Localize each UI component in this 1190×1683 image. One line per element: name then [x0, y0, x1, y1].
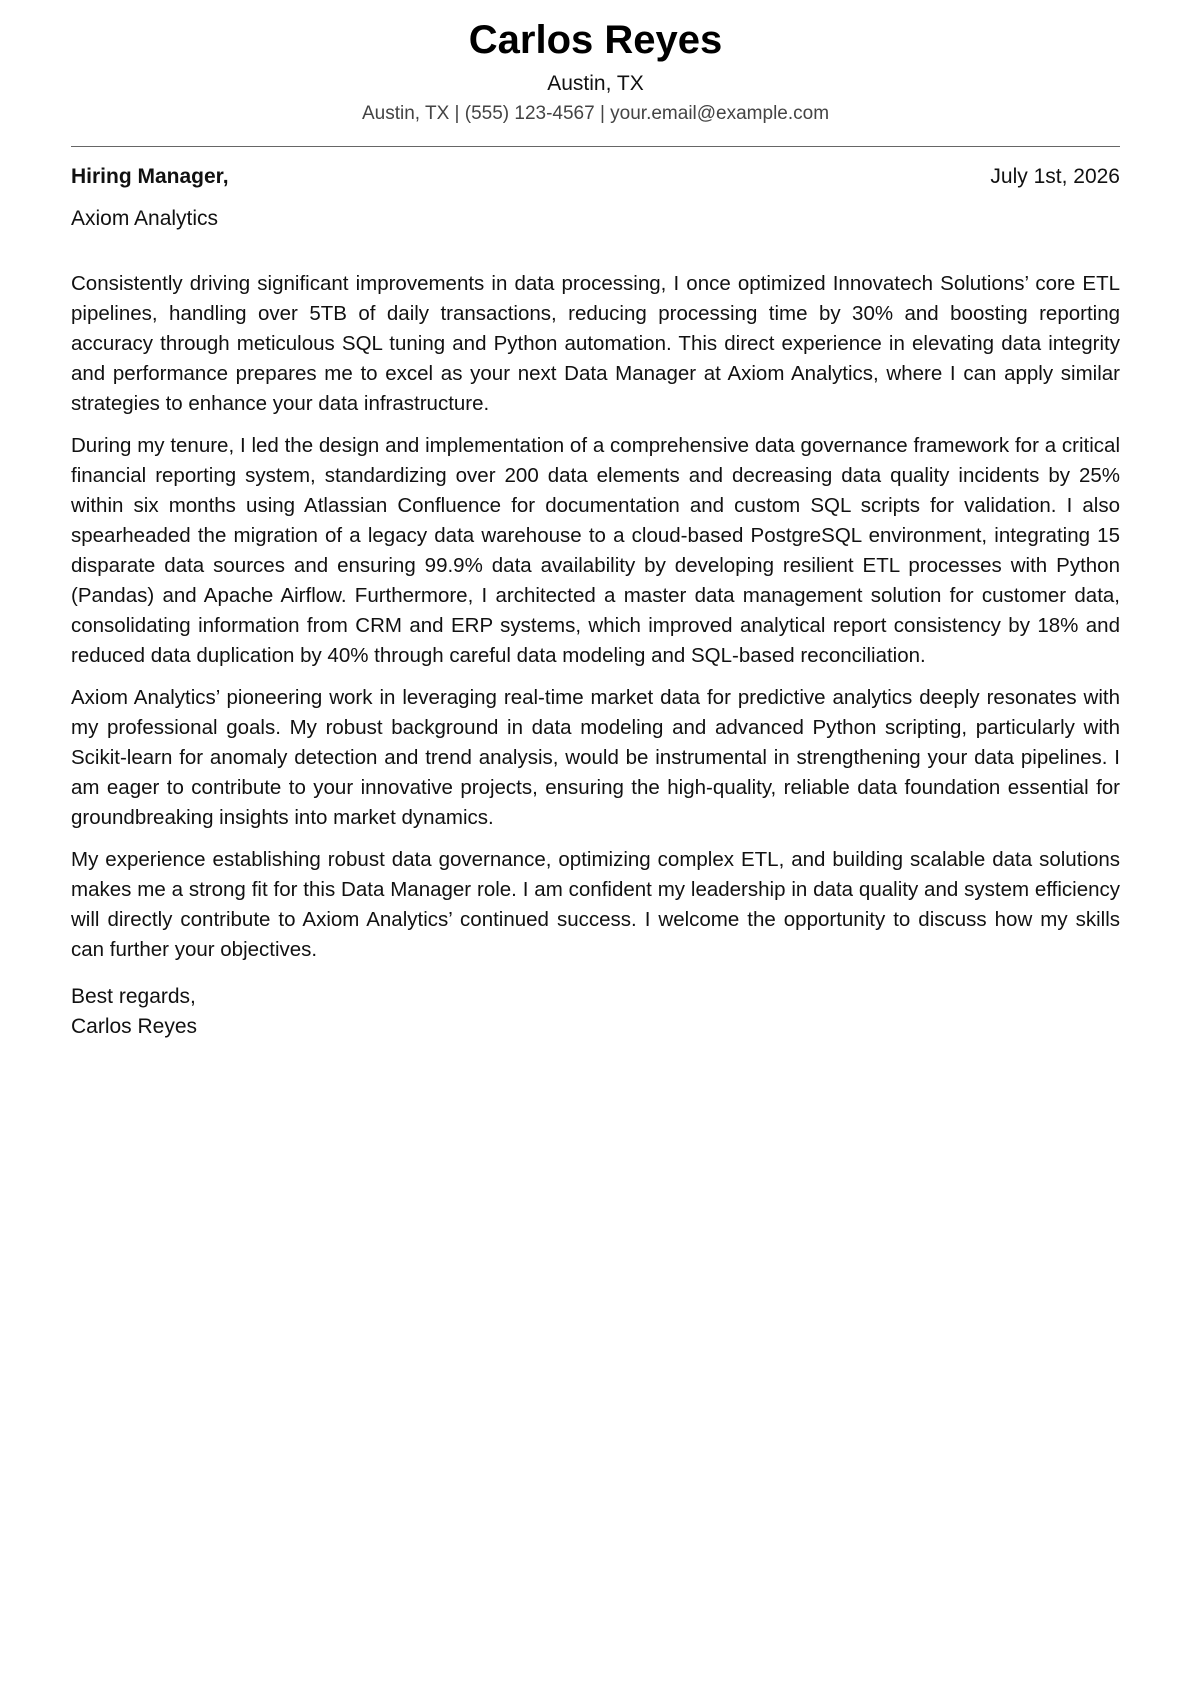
signature-name: Carlos Reyes	[71, 1015, 198, 1038]
cover-letter-page	[71, 0, 1120, 1042]
applicant-location: Austin, TX	[547, 72, 644, 95]
letter-header	[71, 0, 1120, 127]
body-paragraph: During my tenure, I led the design and implementation of a comprehensive data governance framework for a critical financial reporting system, standardizing over 200 data elements and decreasing data quality incidents by 25% within six months using Atlassian Confluence for documentation and custom SQL scripts for validation. I also spearheaded the migration of a legacy data warehouse to a cloud-based PostgreSQL environment, integrating 15 disparate data sources and ensuring 99.9% data availability by developing resilient ETL processes with Python (Pandas) and Apache Airflow. Furthermore, I architected a master data management solution for customer data, consolidating information from CRM and ERP systems, which improved analytical report consistency by 18% and reduced data duplication by 40% through careful data modeling and SQL-based reconciliation.	[71, 434, 1120, 667]
header-divider	[71, 146, 1120, 147]
recipient-company: Axiom Analytics	[71, 207, 219, 230]
applicant-contact-line: Austin, TX | (555) 123-4567 | your.email@example.com	[361, 103, 830, 124]
letter-closing	[71, 982, 1120, 1042]
body-paragraph: Consistently driving significant improvements in data processing, I once optimized Innovatech Solutions’ core ETL pipelines, handling over 5TB of daily transactions, reducing processing time by 30% and boosting reporting accuracy through meticulous SQL tuning and Python automation. This direct experience in elevating data integrity and performance prepares me to excel as your next Data Manager at Axiom Analytics, where I can apply similar strategies to enhance your data infrastructure.	[71, 272, 1120, 415]
letter-date: July 1st, 2026	[990, 165, 1120, 188]
letter-body	[71, 269, 1120, 965]
recipient-salutation: Hiring Manager,	[71, 165, 229, 188]
valediction: Best regards,	[71, 985, 196, 1008]
applicant-name: Carlos Reyes	[468, 18, 723, 62]
body-paragraph: My experience establishing robust data governance, optimizing complex ETL, and building scalable data solutions makes me a strong fit for this Data Manager role. I am confident my leadership in data quality and system efficiency will directly contribute to Axiom Analytics’ continued success. I welcome the opportunity to discuss how my skills can further your objectives.	[71, 848, 1120, 961]
recipient-date-row	[71, 163, 1120, 191]
body-paragraph: Axiom Analytics’ pioneering work in leveraging real-time market data for predictive analytics deeply resonates with my professional goals. My robust background in data modeling and advanced Python scripting, particularly with Scikit-learn for anomaly detection and trend analysis, would be instrumental in strengthening your data pipelines. I am eager to contribute to your innovative projects, ensuring the high-quality, reliable data foundation essential for groundbreaking insights into market dynamics.	[71, 686, 1120, 829]
